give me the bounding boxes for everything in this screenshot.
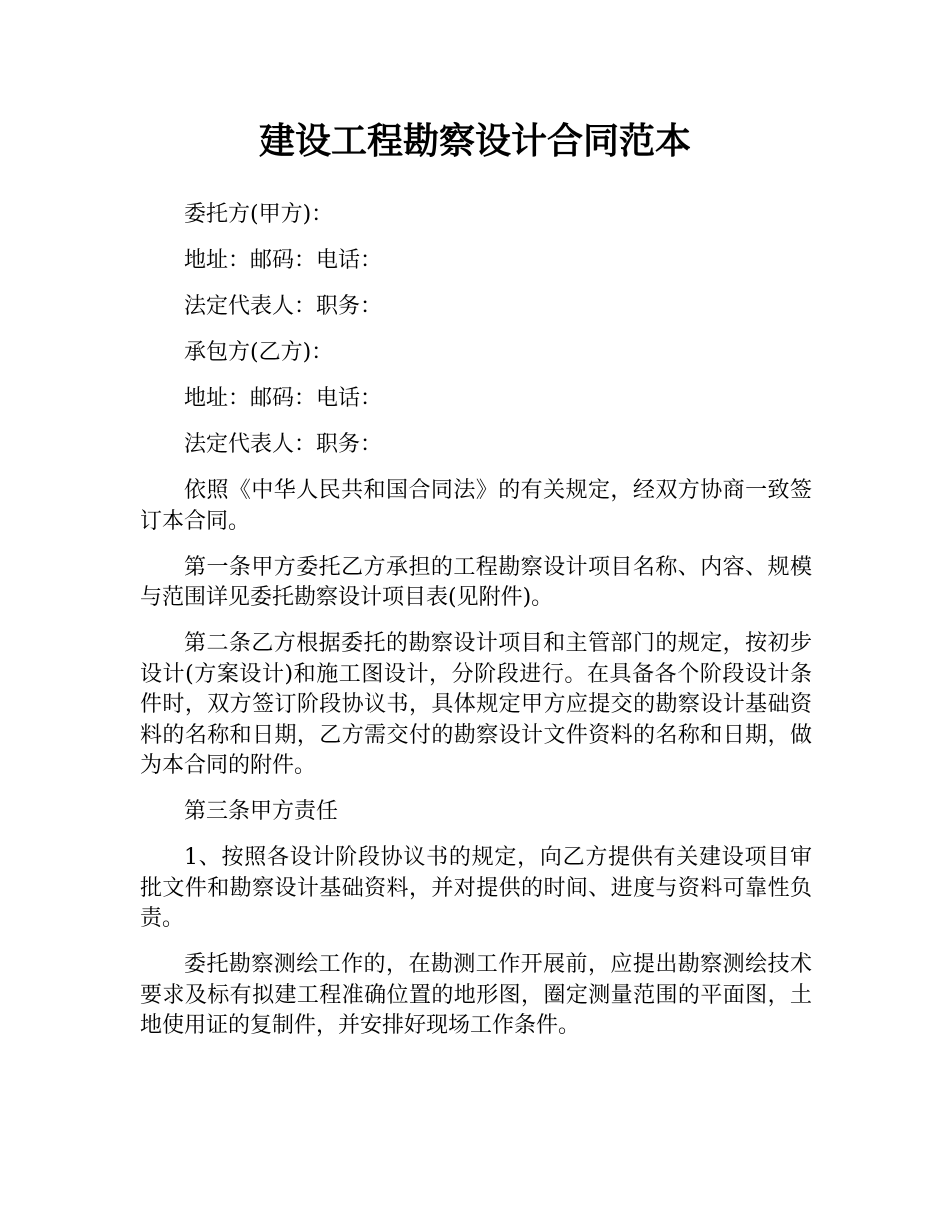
article-1-paragraph: 第一条甲方委托乙方承担的工程勘察设计项目名称、内容、规模与范围详见委托勘察设计项目表(见附件)。 xyxy=(140,554,812,610)
preamble-paragraph: 依照《中华人民共和国合同法》的有关规定，经双方协商一致签订本合同。 xyxy=(140,478,812,534)
article-2-paragraph: 第二条乙方根据委托的勘察设计项目和主管部门的规定，按初步设计(方案设计)和施工图设计，分阶段进行。在具备各个阶段设计条件时，双方签订阶段协议书，具体规定甲方应提交的勘察设计基础资料的名称和日期，乙方需交付的勘察设计文件资料的名称和日期，做为本合同的附件。 xyxy=(140,631,812,778)
document-title: 建设工程勘察设计合同范本 xyxy=(258,121,691,162)
article-3-heading: 第三条甲方责任 xyxy=(184,799,339,824)
document-body xyxy=(140,200,812,1057)
survey-requirements-paragraph: 委托勘察测绘工作的，在勘测工作开展前，应提出勘察测绘技术要求及标有拟建工程准确位置的地形图，圈定测量范围的平面图，土地使用证的复制件，并安排好现场工作条件。 xyxy=(140,952,812,1038)
party-a-label: 委托方(甲方)： xyxy=(184,202,334,227)
party-b-label: 承包方(乙方)： xyxy=(184,340,334,365)
party-a-address: 地址：邮码：电话： xyxy=(184,248,383,273)
article-3-item-1: 1、按照各设计阶段协议书的规定，向乙方提供有关建设项目审批文件和勘察设计基础资料，并对提供的时间、进度与资料可靠性负责。 xyxy=(140,845,812,931)
party-b-address: 地址：邮码：电话： xyxy=(184,386,383,411)
party-b-representative: 法定代表人：职务： xyxy=(184,432,383,457)
party-a-representative: 法定代表人：职务： xyxy=(184,294,383,319)
